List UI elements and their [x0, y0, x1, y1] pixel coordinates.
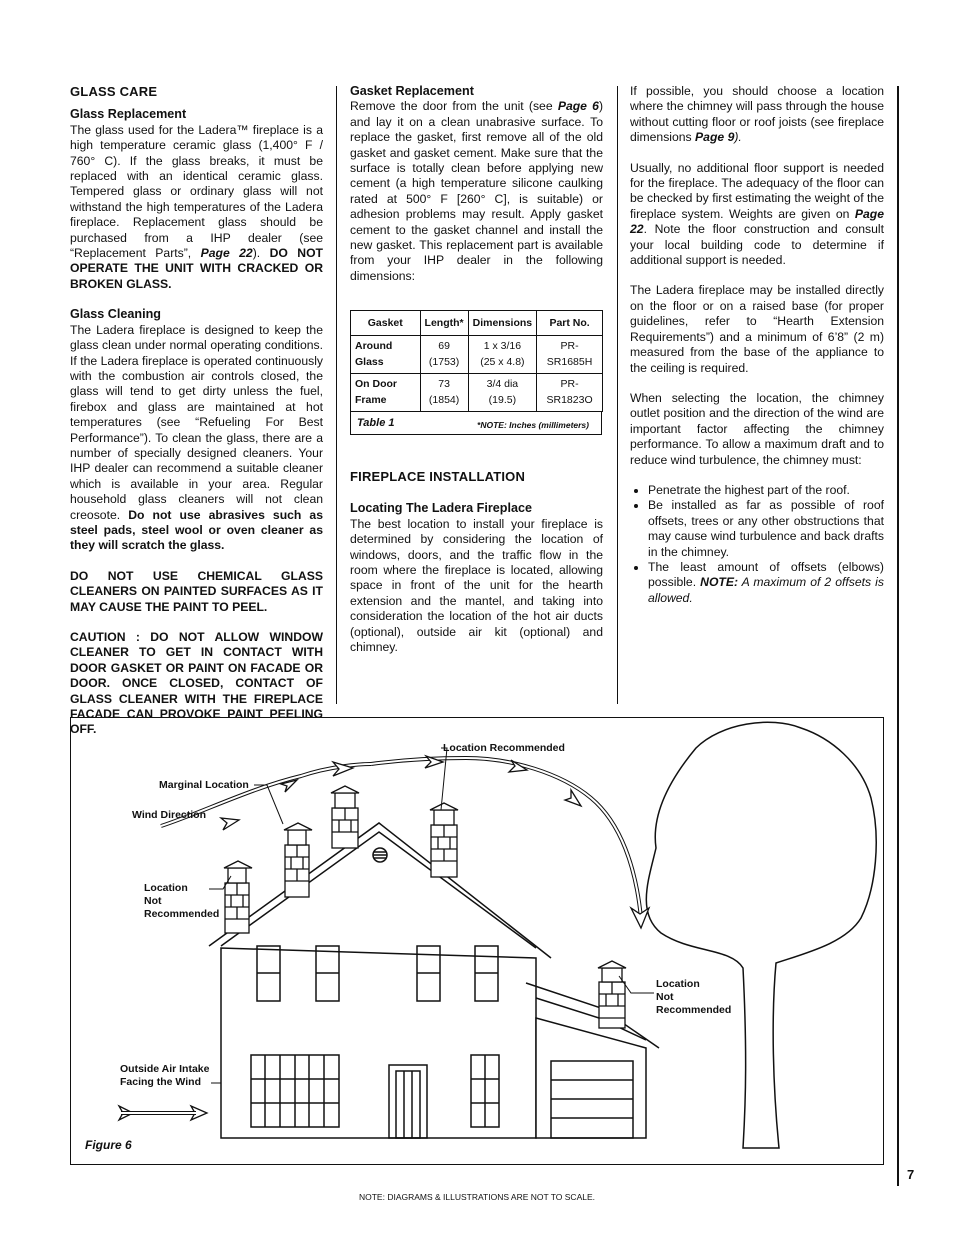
page-right-rule — [897, 86, 899, 1186]
chimney-left-icon — [224, 861, 252, 933]
chimney-marginal-icon — [284, 823, 312, 897]
gasket-table — [350, 310, 603, 412]
table-row: On Door Frame 73 (1854) 3/4 dia (19.5) PR-SR1823O — [351, 374, 603, 412]
chimney-center-icon — [331, 786, 359, 848]
page-ref-22: Page 22 — [200, 246, 253, 261]
location-paragraph-2: Usually, no additional floor support is needed for the fireplace. The adequacy of the floor can be checked by first estimating the weight of the fireplace system. Weights are given on Page 22. Note the floor construction and consult your local building code to determine if additional support is needed. — [630, 160, 884, 268]
label-location-not-recommended-left: Location Not Recommended — [144, 882, 220, 920]
list-item: • Penetrate the highest part of the roof. — [648, 483, 884, 498]
figure-caption: Figure 6 — [85, 1138, 132, 1152]
footer-note: NOTE: DIAGRAMS & ILLUSTRATIONS ARE NOT TO SCALE. — [358, 1192, 595, 1202]
location-paragraph-1: If possible, you should choose a location where the chimney will pass through the house without cutting floor or roof joists (see fireplace dimensions Page 9). — [630, 84, 884, 145]
subheading-glass-cleaning: Glass Cleaning — [70, 307, 161, 322]
subheading-locating: Locating The Ladera Fireplace — [350, 501, 532, 516]
page-ref-22: Page 22 — [630, 206, 884, 237]
glass-cleaning-paragraph: The Ladera fireplace is designed to keep the glass clean under normal operating conditions. If the Ladera fireplace is operated continuously with the combustion air controls closed, the glass will tend to get dirty unless the fuel, firebox and glass are maintained at hot temperatures (see “Refueling For Best Performance”). To clean the glass, there are a number of specially designed cleaners. Your IHP dealer can recommend a suitable cleaner which is available in your area. Regular household glass cleaners will not clean creosote. Do not use abrasives such as steel pads, steel wool or oven cleaner as they will scratch the glass. — [70, 322, 323, 553]
table-title: Table 1 — [357, 416, 395, 429]
figure-chimney-location — [70, 717, 884, 1165]
gasket-paragraph: Remove the door from the unit (see Page 6) and lay it on a clean unabrasive surface. To replace the gasket, first remove all of the old gasket and gasket cement. Make sure that the surface is totally clean before applying new cement (a high temperature silicone caulking rated at 500° F [260° C], is suitable) or adhesion problems may result. Apply gasket cement to the gasket channel and install the new gasket. This replacement part is available from your IHP dealer in the following dimensions: — [350, 99, 603, 283]
table-caption — [350, 412, 602, 435]
page-ref-9: Page 9 — [695, 130, 735, 145]
caution-window-cleaner: CAUTION : DO NOT ALLOW WINDOW CLEANER TO GET IN CONTACT WITH DOOR GASKET OR PAINT ON FACADE OR DOOR. ONCE CLOSED, CONTACT OF GLASS CLEANER WITH THE FIREPLACE FACADE CAN PROVOKE PAINT PEELING OFF. — [70, 630, 323, 737]
table-header: Length* — [420, 311, 468, 336]
subheading-glass-replacement: Glass Replacement — [70, 107, 187, 122]
table-note: *NOTE: Inches (millimeters) — [477, 419, 589, 430]
chimney-requirements-list — [630, 483, 884, 606]
glass-replacement-paragraph: The glass used for the Ladera™ fireplace is a high temperature ceramic glass (1,400° F / 760° C). If the glass breaks, it must be replaced with an identical ceramic glass. Tempered glass or ordinary glass will not withstand the high temperatures of the Ladera fireplace. Replacement glass should be purchased from a IHP dealer (see “Replacement Parts”, Page 22). DO NOT OPERATE THE UNIT WITH CRACKED OR BROKEN GLASS. — [70, 122, 323, 291]
warning-chemical-cleaners: DO NOT USE CHEMICAL GLASS CLEANERS ON PAINTED SURFACES AS IT MAY CAUSE THE PAINT TO PEEL. — [70, 568, 323, 614]
column-divider-1 — [336, 86, 337, 704]
list-item: • Be installed as far as possible of roof offsets, trees or any other obstructions that may cause wind turbulence and back drafts in the chimney. — [648, 498, 884, 560]
house-icon — [221, 948, 536, 1138]
page-ref-6: Page 6 — [557, 99, 599, 114]
page-number: 7 — [907, 1167, 915, 1182]
location-paragraph-4: When selecting the location, the chimney outlet position and the direction of the wind are important factor affecting the chimney performance. To allow a maximum draft and to reduce wind turbulence, the chimney must: — [630, 390, 884, 467]
subheading-gasket-replacement: Gasket Replacement — [350, 84, 474, 98]
table-header: Dimensions — [468, 311, 537, 336]
chimney-garage-icon — [598, 961, 626, 1028]
column-location — [630, 84, 884, 606]
column-glass-care — [70, 84, 323, 738]
label-marginal-location: Marginal Location — [159, 779, 249, 791]
label-location-not-recommended-right: Location Not Recommended — [656, 978, 732, 1016]
section-heading-glass-care: GLASS CARE — [70, 84, 158, 99]
table-header: Part No. — [537, 311, 603, 336]
table-row: Around Glass 69 (1753) 1 x 3/16 (25 x 4.8) PR-SR1685H — [351, 336, 603, 374]
list-item: • The least amount of offsets (elbows) possible. NOTE: A maximum of 2 offsets is allowed. — [648, 560, 884, 606]
label-outside-air-intake: Outside Air Intake Facing the Wind — [120, 1063, 210, 1088]
section-heading-installation: FIREPLACE INSTALLATION — [350, 468, 526, 484]
warning-cracked-glass: DO NOT OPERATE THE UNIT WITH CRACKED OR BROKEN GLASS. — [70, 246, 323, 291]
column-divider-2 — [617, 86, 618, 704]
tree-icon — [646, 722, 876, 1148]
label-location-recommended: Location Recommended — [443, 742, 565, 754]
label-wind-direction: Wind Direction — [132, 809, 206, 821]
chimney-recommended-icon — [430, 803, 458, 877]
table-header: Gasket — [351, 311, 421, 336]
locating-paragraph: The best location to install your fireplace is determined by considering the location of windows, doors, and the traffic flow in the room where the fireplace is located, allowing space in front of the unit for the hearth extension and the mantel, and taking into consideration the location of the hot air ducts (optional), outside air kit (optional) and chimney. — [350, 516, 603, 654]
column-gasket-installation — [350, 84, 603, 655]
location-paragraph-3: The Ladera fireplace may be installed directly on the floor or on a raised base (for proper guidelines, refer to “Hearth Extension Requirements”) and a minimum of 6’8” (2 m) measured from the base of the appliance to the ceiling is required. — [630, 283, 884, 375]
